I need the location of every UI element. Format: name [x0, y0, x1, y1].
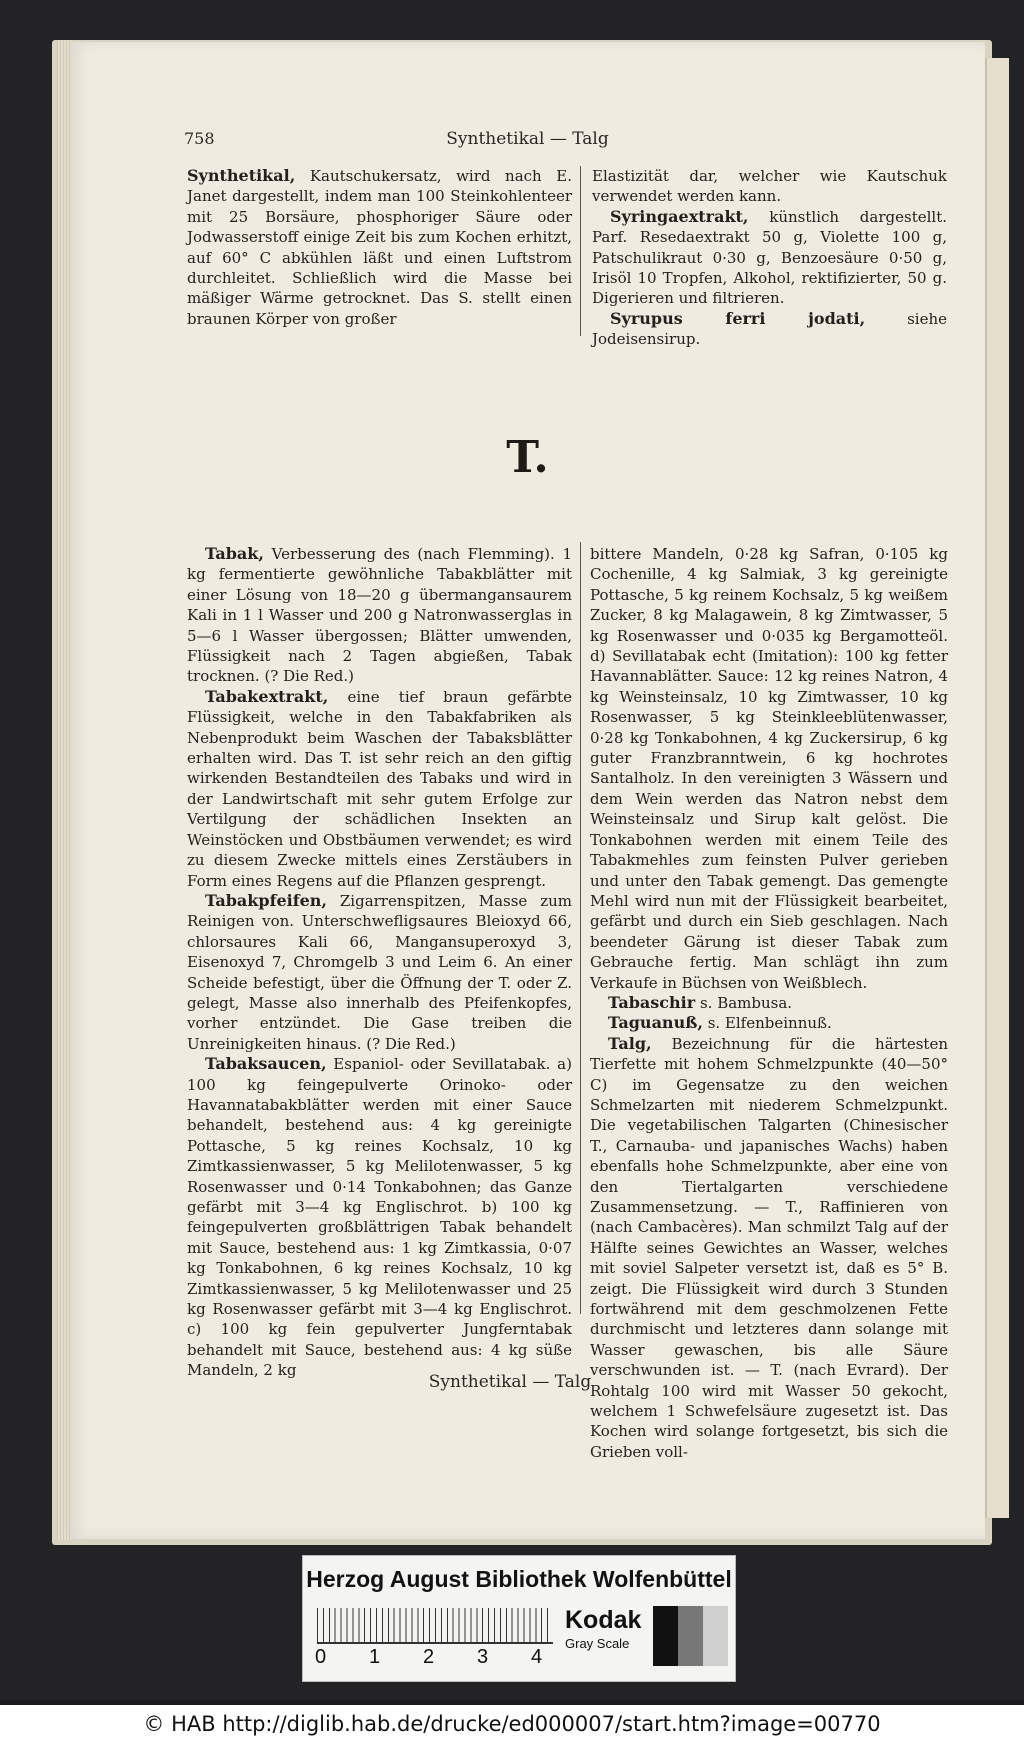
headword: Tabak, — [205, 544, 264, 563]
ruler-number: 0 — [315, 1646, 327, 1668]
entry — [187, 166, 572, 329]
kodak-logo: Kodak — [565, 1606, 642, 1634]
column-rule — [580, 542, 581, 1314]
gray-patch-light — [703, 1606, 728, 1666]
column-bottom-left — [187, 544, 572, 1381]
book-page — [70, 42, 985, 1539]
headword: Syringaextrakt, — [610, 206, 749, 226]
headword: Talg, — [608, 1033, 652, 1053]
entry-text: künstlich dargestellt. Parf. Resedaextrakt 50 g, Violette 100 g, Patschulikraut 0·30 g, Benzoesäure 0·50 g, Irisöl 10 Tropfen, Alkohol, rektifizierter, 50 g. Digerieren und filtrieren. — [592, 207, 947, 308]
entry-text: Verbesserung des (nach Flemming). 1 kg fermentierte gewöhnliche Tabakblätter mit einer Lösung von 18—20 g übermangansaurem Kali in 1 l Wasser und 200 g Natronwasserglas in 5—6 l Wasser übergossen; Blätter umwenden, Flüssigkeit nach 2 Tagen abgießen, Tabak trocknen. (? Die Red.) — [187, 545, 572, 686]
entry — [590, 1034, 948, 1463]
column-bottom-right — [590, 544, 948, 1462]
ruler-number: 2 — [423, 1646, 435, 1668]
entry-text: Bezeichnung für die härtesten Tierfette mit hohem Schmelzpunkte (40—50° C) im Gegensatze zu den weichen Schmelzarten mit niederem Schmelzpunkt. Die vegetabilischen Talgarten (Chinesischer T., Carnauba- und japanisches Wachs) haben ebenfalls hohe Schmelzpunkte, aber eine von den Tiertalgarten verschiedene Zusammensetzung. — T., Raffinieren von (nach Cambacères). Man schmilzt Talg auf der Hälfte seines Gewichtes an Wasser, welches mit soviel Salpeter versetzt ist, daß es 5° B. zeigt. Die Flüssigkeit wird durch 3 Stunden fortwährend mit dem geschmolzenen Fette durchmischt und letzteres dann solange mit Wasser gewaschen, bis alle Säure verschwunden ist. — T. (nach Evrard). Der Rohtalg 100 wird mit Wasser 50 gekocht, welchem 1 Schwefelsäure zugesetzt ist. Das Kochen wird solange fortgesetzt, bis sich die Grieben voll- — [590, 1034, 948, 1461]
page-edges-left — [57, 40, 71, 1540]
entry — [590, 1013, 948, 1033]
entry — [187, 1054, 572, 1381]
headword: Taguanuß, — [608, 1013, 703, 1033]
page-edge-right — [985, 58, 1009, 1518]
gray-patch-black — [653, 1606, 678, 1666]
section-letter: T. — [506, 432, 549, 483]
ruler-number: 4 — [531, 1646, 543, 1668]
entry-text: siehe Jodeisensirup. — [592, 309, 947, 349]
headword: Tabakextrakt, — [205, 686, 329, 706]
entry — [590, 544, 948, 993]
entry-text: eine tief braun gefärbte Flüssigkeit, welche in den Tabakfabriken als Nebenprodukt beim Waschen der Tabaksblätter erhalten wird. Das T. ist sehr reich an den giftig wirkenden Bestandteilen des Tabaks und wird in der Landwirtschaft mit sehr gutem Erfolge zur Vertilgung der schädlichen Insekten an Weinstöcken und Obstbäumen verwendet; es wird zu diesem Zwecke mittels eines Zerstäubers in Form eines Regens auf die Pflanzen gesprengt. — [187, 687, 572, 890]
entry-text: s. Elfenbeinnuß. — [707, 1014, 832, 1033]
column-rule — [580, 166, 581, 336]
footer-head: Synthetikal — Talg — [428, 1372, 592, 1392]
column-top-right — [592, 166, 947, 350]
entry-text: bittere Mandeln, 0·28 kg Safran, 0·105 kg Cochenille, 4 kg Salmiak, 3 kg gereinigte Pottasche, 5 kg reinem Kochsalz, 5 kg weißem Zucker, 8 kg Malagawein, 8 kg Zimtwasser, 5 kg Rosenwasser und 0·035 kg Bergamotteöl. d) Sevillatabak echt (Imitation): 100 kg fetter Havannablätter. Sauce: 12 kg reines Natron, 4 kg Weinsteinsalz, 10 kg Zimtwasser, 10 kg Rosenwasser, 5 kg Steinkleeblütenwasser, 0·28 kg Tonkabohnen, 4 kg Zuckersirup, 6 kg guter Franzbranntwein, 6 kg hochrotes Santalholz. In den vereinigten 3 Wässern und dem Wein werden das Natron nebst dem Weinsteinsalz und Sirup kalt gelöst. Die Tonkabohnen werden mit einem Teile des Tabakmehles zum feinsten Pulver gerieben und unter den Tabak gemengt. Das gemengte Mehl wird nun mit der Flüssigkeit bearbeitet, gefärbt und durch ein Sieb geschlagen. Nach beendeter Gärung ist dieser Tabak zum Gebrauche fertig. Man schlägt ihn zum Verkaufe in Büchsen von Weißblech. — [590, 545, 948, 992]
headword: Syrupus ferri jodati, — [610, 308, 866, 328]
headword: Tabaksaucen, — [205, 1054, 327, 1074]
entry-text: s. Bambusa. — [699, 993, 793, 1012]
headword: Synthetikal, — [187, 166, 296, 185]
entry — [590, 993, 948, 1013]
color-calibration-card — [302, 1555, 736, 1682]
ruler-number: 1 — [369, 1646, 381, 1668]
entry-text: Espaniol- oder Sevillatabak. a) 100 kg feingepulverte Orinoko- oder Havannatabakblätter werden mit einer Sauce behandelt, bestehend aus: 4 kg gereinigte Pottasche, 5 kg reines Kochsalz, 10 kg Zimtkassienwasser, 5 kg Melilotenwasser, 5 kg Rosenwasser und 0·14 Tonkabohnen; das Ganze gefärbt mit 3—4 kg Englischrot. b) 100 kg feingepulverten großblättrigen Tabak behandelt mit Sauce, bestehend aus: 1 kg Zimtkassia, 0·07 kg Tonkabohnen, 6 kg reines Kochsalz, 10 kg Zimtkassienwasser, 5 kg Melilotenwasser und 25 kg Rosenwasser gefärbt mit 3—4 kg Englischrot. c) 100 kg fein gepulverter Jungferntabak behandelt mit Sauce, bestehend aus: 4 kg süße Mandeln, 2 kg — [187, 1055, 572, 1380]
entry-text: Kautschukersatz, wird nach E. Janet dargestellt, indem man 100 Steinkohlenteer mit 25 Borsäure, phosphoriger Säure oder Jodwasserstoff einige Zeit bis zum Kochen erhitzt, auf 60° C abkühlen läßt und einen Luftstrom durchleitet. Schließlich wird die Masse bei mäßiger Wärme getrocknet. Das S. stellt einen braunen Körper von großer — [187, 167, 572, 328]
scale-ruler — [317, 1608, 553, 1644]
ruler-number: 3 — [477, 1646, 489, 1668]
library-name: Herzog August Bibliothek Wolfenbüttel — [306, 1566, 732, 1592]
page-number: 758 — [184, 129, 215, 148]
entry — [187, 544, 572, 687]
gray-scale-label: Gray Scale — [565, 1636, 630, 1651]
entry — [592, 166, 947, 207]
entry — [187, 687, 572, 891]
headword: Tabakpfeifen, — [205, 890, 327, 910]
entry-text: Zigarrenspitzen, Masse zum Reinigen von. Unterschwefligsaures Bleioxyd 66, chlorsaures Kali 66, Mangansuperoxyd 3, Eisenoxyd 7, Chromgelb 3 und Leim 6. An einer Scheide befestigt, über die Öffnung der T. oder Z. gelegt, Masse also innerhalb des Pfeifenkopfes, vorher entzündet. Die Gase treiben die Unreinigkeiten hinaus. (? Die Red.) — [187, 891, 572, 1053]
running-head: Synthetikal — Talg — [446, 129, 609, 149]
entry — [592, 207, 947, 309]
column-top-left — [187, 166, 572, 329]
gray-patch-mid — [678, 1606, 703, 1666]
entry — [187, 891, 572, 1054]
headword: Tabaschir — [608, 992, 696, 1012]
copyright-url[interactable]: © HAB http://diglib.hab.de/drucke/ed000007/start.htm?image=00770 — [143, 1712, 881, 1736]
entry — [592, 309, 947, 350]
entry-text: Elastizität dar, welcher wie Kautschuk verwendet werden kann. — [592, 167, 947, 206]
